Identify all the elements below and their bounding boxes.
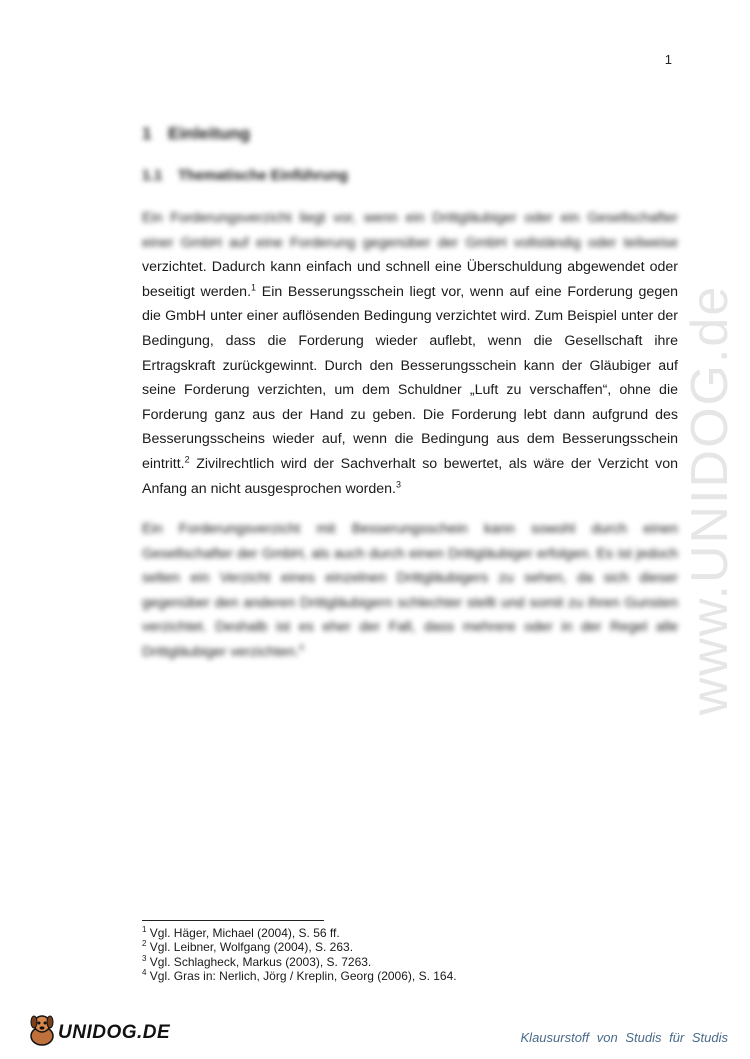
footnote-4: $^4$ Vgl. Gras in: Nerlich, Jörg / Kreplin, Georg (2006), S. 164.: [142, 968, 457, 984]
logo-text: UNIDOG.DE: [58, 1022, 171, 1043]
footnote-ref-2: 2: [184, 454, 190, 465]
footnote-2: $^2$ Vgl. Leibner, Wolfgang (2004), S. 263.: [142, 939, 354, 955]
footnote-ref-1: 1: [251, 282, 257, 293]
footnote-ref-4: 4: [298, 642, 304, 653]
section-heading: [142, 168, 348, 184]
chapter-number: 1: [142, 124, 152, 143]
section-number: 1.1: [142, 168, 163, 184]
section-title: Thematische Einführung: [178, 168, 348, 184]
blurred-intro: Ein Forderungsverzicht liegt vor, wenn ein Drittgläubiger oder ein Gesellschafter einer GmbH auf eine Forderung gegenüber der GmbH vollständig oder teilweise: [142, 210, 678, 251]
tagline: Klausurstoff von Studis für Studis: [520, 1030, 728, 1045]
footnotes: [142, 926, 457, 984]
unidog-logo: [22, 1010, 171, 1050]
watermark: [680, 250, 740, 750]
page-number: 1: [664, 52, 672, 67]
paragraph-1: [142, 206, 678, 501]
paragraph-1-text-b: Ein Besserungsschein liegt vor, wenn auf eine Forderung gegen die GmbH unter einer auflösenden Bedingung verzichtet wird. Zum Beispiel unter der Bedingung, dass die Forderung wieder auflebt, wenn die Gesellschaft ihre Ertragskraft zurückgewinnt. Durch den Besserungsschein kann der Gläubiger auf seine Forderung verzichten, um dem Schuldner „Luft zu verschaffen“, ohne die Forderung ganz aus der Hand zu geben. Die Forderung lebt dann aufgrund des Besserungsscheins wieder auf, wenn die Bedingung aus dem Besserungsschein eintritt.: [142, 283, 678, 472]
footnote-3: $^3$ Vgl. Schlagheck, Markus (2003), S. 7263.: [142, 953, 372, 969]
paragraph-2-text: Ein Forderungsverzicht mit Besserungsschein kann sowohl durch einen Gesellschafter der GmbH, als auch durch einen Drittgläubiger erfolgen. Es ist jedoch selten ein Verzicht eines einzelnen Drittgläubigers zu sehen, da sich dieser gegenüber den anderen Drittgläubigern schlechter stellt und somit zu ihren Gunsten verzichtet. Deshalb ist es eher der Fall, dass mehrere oder in der Regel alle Drittgläubiger verzichten.: [142, 521, 678, 660]
chapter-title: Einleitung: [168, 124, 251, 143]
dog-icon: [22, 1010, 62, 1050]
paragraph-1-text-c: Zivilrechtlich wird der Sachverhalt so bewertet, als wäre der Verzicht von Anfang an nicht ausgesprochen worden.: [142, 455, 678, 497]
chapter-heading: [142, 124, 250, 144]
footnote-rule: [142, 920, 324, 921]
footnote-ref-3: 3: [395, 478, 401, 489]
paragraph-2: [142, 517, 678, 665]
footnote-1: $^1$ Vgl. Häger, Michael (2004), S. 56 ff.: [142, 925, 340, 940]
paragraph-1-text-a: verzichtet. Dadurch kann einfach und schnell eine Überschuldung abgewendet oder beseitigt werden.: [142, 259, 678, 300]
watermark-text: www.UNIDOG.de: [681, 284, 739, 716]
